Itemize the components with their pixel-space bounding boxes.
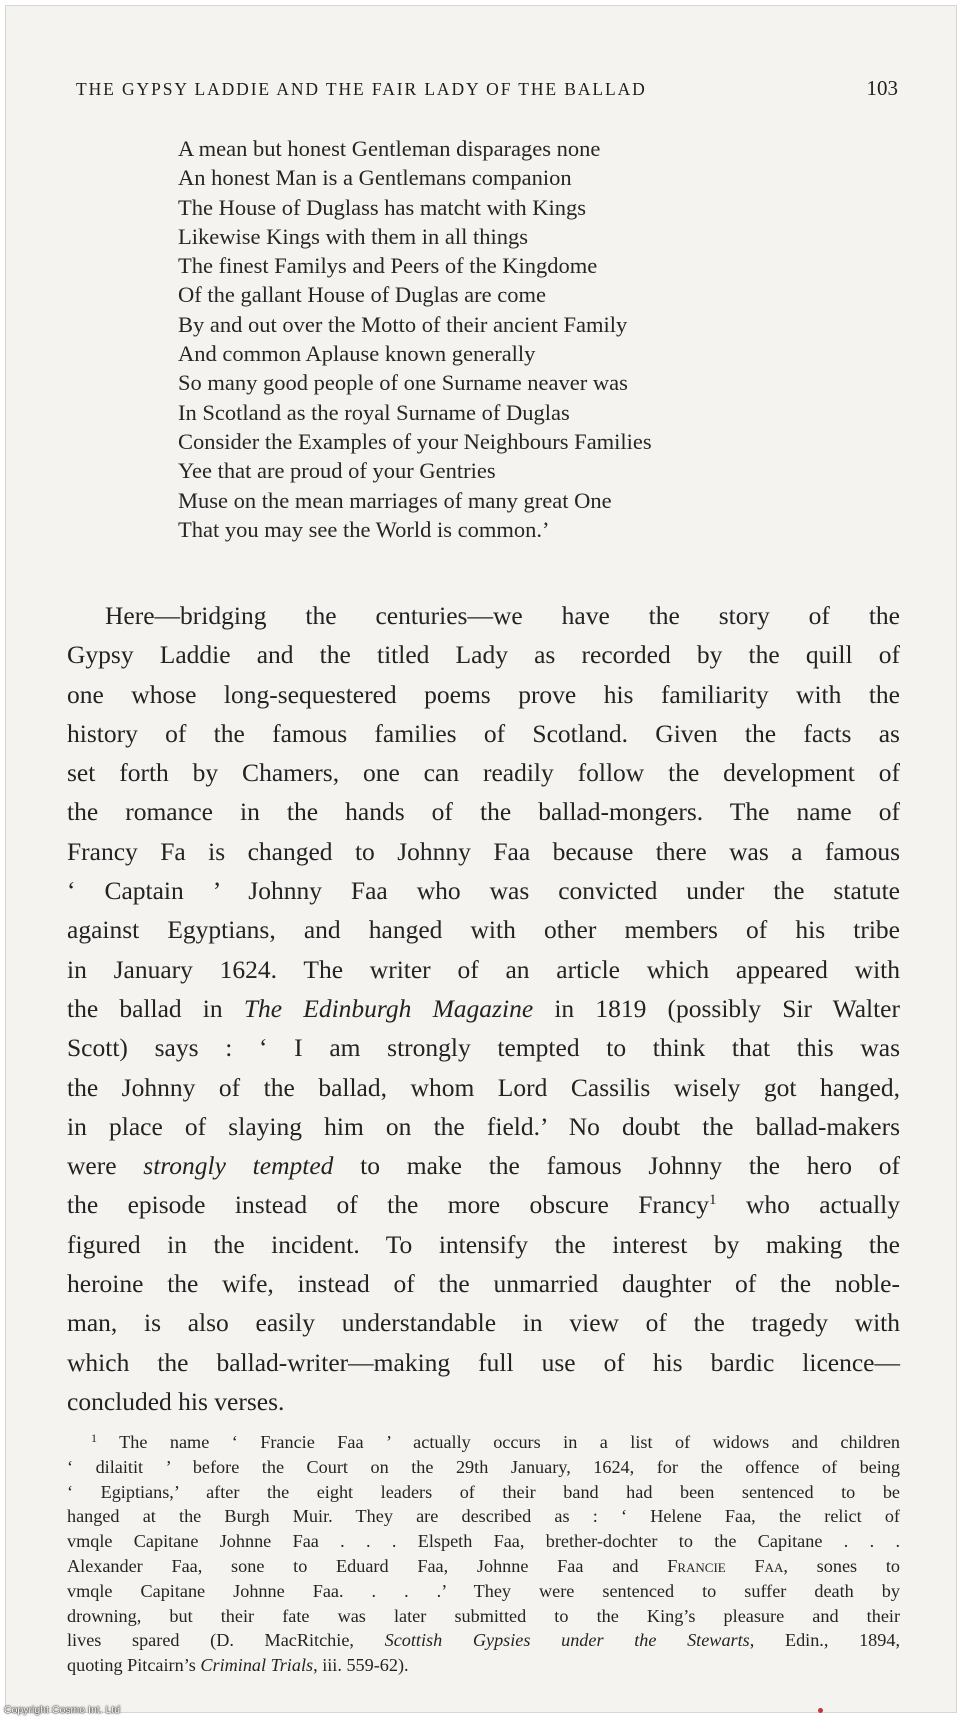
- verse-line: An honest Man is a Gentlemans companion: [178, 165, 572, 191]
- paragraph-line: ‘ Captain ’ Johnny Faa who was convicted under the statute: [67, 876, 900, 906]
- paragraph-line: the romance in the hands of the ballad-mongers. The name of: [67, 797, 900, 827]
- running-title: THE GYPSY LADDIE AND THE FAIR LADY OF THE BALLAD: [76, 79, 647, 99]
- verse-line: Consider the Examples of your Neighbours Families: [178, 428, 652, 454]
- magazine-title: The Edinburgh Magazine: [243, 993, 534, 1023]
- footnote-line: hanged at the Burgh Muir. They are described as : ‘ Helene Faa, the relict of: [67, 1506, 900, 1527]
- verse-line: In Scotland as the royal Surname of Duglas: [178, 399, 570, 425]
- book-title: Scottish Gypsies under the Stewarts: [384, 1630, 750, 1651]
- paragraph-line: were strongly tempted to make the famous Johnny the hero of: [67, 1151, 901, 1181]
- paragraph-line: one whose long-sequestered poems prove his familiarity with the: [67, 679, 900, 709]
- paragraph-line: set forth by Chamers, one can readily follow the development of: [67, 758, 900, 788]
- footnote-line: Alexander Faa, sone to Eduard Faa, Johnne Faa and Francie Faa, sones to: [67, 1555, 900, 1576]
- book-page: [6, 6, 956, 1712]
- footnote-reference: 1: [709, 1192, 717, 1209]
- verse-line: And common Aplause known generally: [178, 341, 536, 367]
- paragraph-line: Francy Fa is changed to Johnny Faa because there was a famous: [67, 836, 900, 866]
- body-paragraph: [67, 596, 900, 1421]
- verse-quotation: [178, 134, 652, 544]
- footnote-line: lives spared (D. MacRitchie, Scottish Gypsies under the Stewarts, Edin., 1894,: [67, 1630, 900, 1651]
- verse-line: The finest Familys and Peers of the Kingdome: [178, 253, 598, 279]
- verse-line: The House of Duglass has matcht with Kings: [178, 194, 587, 220]
- verse-line: Of the gallant House of Duglas are come: [178, 282, 546, 308]
- book-title: Criminal Trials: [200, 1655, 314, 1676]
- verse-line: A mean but honest Gentleman disparages none: [178, 136, 601, 161]
- paragraph-line: man, is also easily understandable in view of the tragedy with: [67, 1308, 900, 1338]
- footnote-line: vmqle Capitane Johnne Faa. . . .’ They were sentenced to suffer death by: [67, 1580, 900, 1601]
- paragraph-line: Scott) says : ‘ I am strongly tempted to think that this was: [67, 1033, 900, 1063]
- footnote-line: ‘ dilaitit ’ before the Court on the 29th January, 1624, for the offence of being: [67, 1456, 900, 1477]
- paragraph-line: Here—bridging the centuries—we have the story of the: [105, 601, 900, 630]
- paragraph-line: Gypsy Laddie and the titled Lady as recorded by the quill of: [67, 640, 900, 670]
- verse-line: By and out over the Motto of their ancient Family: [178, 311, 628, 337]
- verse-line: Yee that are proud of your Gentries: [178, 458, 496, 484]
- footnote-line: quoting Pitcairn’s Criminal Trials, iii. 559-62).: [67, 1655, 409, 1676]
- footnote-marker: 1: [91, 1431, 97, 1445]
- paragraph-line: heroine the wife, instead of the unmarried daughter of the noble-: [67, 1269, 900, 1299]
- paragraph-line: the episode instead of the more obscure Francy$^1$ who actually: [67, 1190, 900, 1220]
- paragraph-line: which the ballad-writer—making full use of his bardic licence—: [67, 1347, 900, 1377]
- verse-line: That you may see the World is common.’: [178, 516, 550, 542]
- paragraph-line: in January 1624. The writer of an article which appeared with: [67, 954, 900, 984]
- footnote: [67, 1430, 900, 1678]
- page-header: [76, 76, 898, 101]
- verse-line: Likewise Kings with them in all things: [178, 223, 528, 249]
- footnote-line: ‘ Egiptians,’ after the eight leaders of their band had been sentenced to be: [67, 1481, 900, 1502]
- paragraph-line: history of the famous families of Scotland. Given the facts as: [67, 718, 900, 748]
- emphasis: strongly tempted: [143, 1151, 334, 1181]
- paragraph-line: the ballad in The Edinburgh Magazine in 1819 (possibly Sir Walter: [67, 993, 900, 1023]
- footnote-line: drowning, but their fate was later submitted to the King’s pleasure and their: [67, 1605, 900, 1626]
- small-caps-name: Francie Faa: [667, 1555, 784, 1576]
- footnote-line: vmqle Capitane Johnne Faa . . . Elspeth Faa, brether-dochter to the Capitane . . .: [67, 1531, 900, 1552]
- verse-line: Muse on the mean marriages of many great One: [178, 487, 612, 513]
- paragraph-line: the Johnny of the ballad, whom Lord Cassilis wisely got hanged,: [67, 1072, 900, 1102]
- paragraph-line: concluded his verses.: [67, 1386, 285, 1416]
- paragraph-line: figured in the incident. To intensify the interest by making the: [67, 1229, 900, 1259]
- paragraph-line: in place of slaying him on the field.’ No doubt the ballad-makers: [67, 1111, 900, 1141]
- verse-line: So many good people of one Surname neaver was: [178, 370, 628, 396]
- red-dot-mark: [818, 1708, 823, 1713]
- copyright-watermark: Copyright Cosmo Int. Ltd: [4, 1704, 121, 1716]
- page-number: 103: [866, 76, 898, 100]
- footnote-line: $^1$ The name ‘ Francie Faa ’ actually occurs in a list of widows and children: [91, 1431, 900, 1452]
- paragraph-line: against Egyptians, and hanged with other members of his tribe: [67, 915, 900, 945]
